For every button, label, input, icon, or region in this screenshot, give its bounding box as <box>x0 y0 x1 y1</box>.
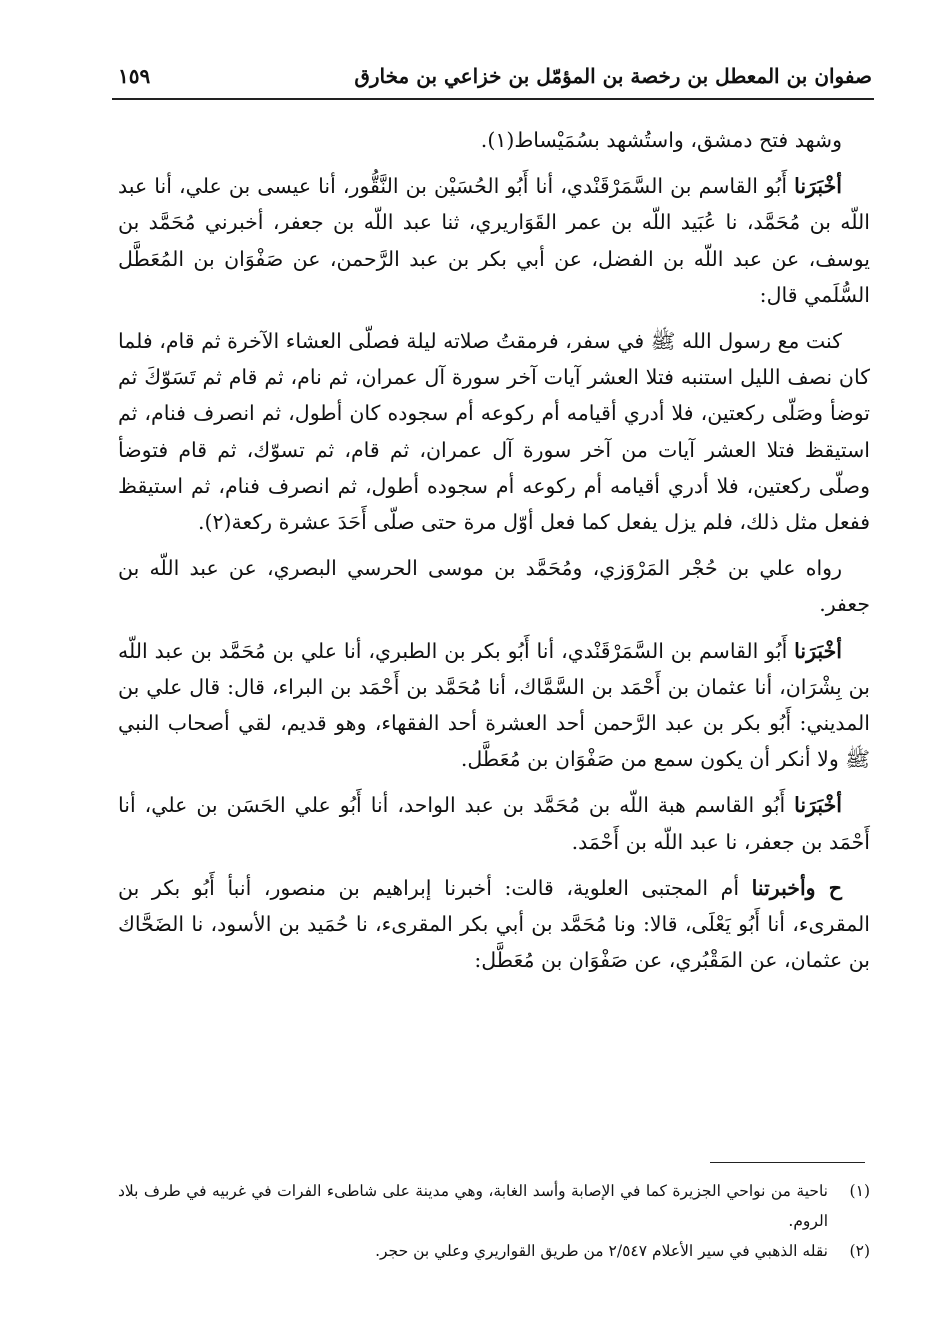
paragraph <box>118 323 870 540</box>
paragraph-text: وشهد فتح دمشق، واستُشهد بسُمَيْساط(١). <box>480 128 842 152</box>
paragraph-text: كنت مع رسول الله ﷺ في سفر، فرمقتُ صلاته ليلة فصلّى العشاء الآخرة ثم قام، فلما كان نصف الليل استنبه فتلا العشر آيات آخر سورة آل عمران، ثم نام، ثم قام ثم تَسَوّكَ ثم توضأ وصَلّى ركعتين، فلا أدري أقيامه أم ركوعه أم سجوده كان أطول، ثم انصرف فنام، ثم استيقظ فتلا العشر آيات من آخر سورة آل عمران، ثم قام، ثم تسوّك، ثم قام فتوضأ وصلّى ركعتين، فلا أدري أقيامه أم ركوعه أم سجوده أطول، ثم انصرف فنام، ثم استيقظ ففعل مثل ذلك، فلم يزل يفعل كما فعل أوّل مرة حتى صلّى أَحَدَ عشرة ركعة(٢). <box>118 329 870 535</box>
paragraph <box>118 122 870 158</box>
paragraph-text: أَبُو القاسم بن السَّمَرْقَنْدي، أنا أَبُو بكر بن الطبري، أنا علي بن مُحَمَّد بن عبد اللّه بن بِشْرَان، أنا عثمان بن أَحْمَد بن السَّمَّاك، أنا مُحَمَّد بن أَحْمَد بن البراء، قال: قال علي بن المديني: أَبُو بكر بن عبد الرَّحمن أحد العشرة أحد الفقهاء، وهو قديم، لقي أصحاب النبي ﷺ ولا أنكر أن يكون سمع من صَفْوَان بن مُعَطَّل. <box>118 638 870 772</box>
footnote-text: ناحية من نواحي الجزيرة كما في الإصابة وأسد الغابة، وهي مدينة على شاطىء الفرات في غربيه في طرف بلاد الروم. <box>118 1182 828 1230</box>
paragraph-text: أَبُو القاسم هبة اللّه بن مُحَمَّد بن عبد الواحد، أنا أَبُو علي الحَسَن بن علي، أنا أَحْمَد بن جعفر، نا عبد اللّه بن أَحْمَد. <box>118 793 870 854</box>
page-number: ١٥٩ <box>118 64 151 88</box>
footnote-rule <box>710 1162 865 1163</box>
footnote-number: (٢) <box>849 1242 870 1260</box>
paragraph-text: أم المجتبى العلوية، قالت: أخبرنا إبراهيم بن منصور، أنبأ أَبُو بكر بن المقرىء، أنا أَبُو يَعْلَى، قالا: ونا مُحَمَّد بن أبي بكر المقرىء، نا حُمَيد بن الأسود، نا الضَحَّاك بن عثمان، عن المَقْبُري، عن صَفْوَان بن مُعَطَّل: <box>118 875 870 973</box>
running-title: صفوان بن المعطل بن رخصة بن المؤمّل بن خزاعي بن مخارق <box>354 64 872 88</box>
main-text <box>118 122 870 988</box>
paragraph-lead: ح وأخبرتنا <box>751 875 842 900</box>
paragraph-text: رواه علي بن حُجْر المَرْوَزي، ومُحَمَّد بن موسى الحرسي البصري، عن عبد اللّه بن جعفر. <box>118 556 870 617</box>
footnote-number: (١) <box>849 1182 870 1200</box>
footnote <box>118 1236 870 1266</box>
paragraph <box>118 550 870 622</box>
footnote-text: نقله الذهبي في سير الأعلام ٢/٥٤٧ من طريق القواريري وعلي بن حجر. <box>375 1242 828 1260</box>
paragraph-lead: أخْبَرَنا <box>794 174 842 199</box>
paragraph-lead: أخْبَرَنا <box>794 638 842 663</box>
paragraph <box>118 787 870 859</box>
paragraph <box>118 168 870 313</box>
footnotes <box>118 1176 870 1266</box>
header-rule <box>112 98 874 100</box>
paragraph-text: أَبُو القاسم بن السَّمَرْقَنْدي، أنا أَبُو الحُسَيْن بن النَّقُّور، أنا عيسى بن علي، أنا عبد اللّه بن مُحَمَّد، نا عُبَيد اللّه بن عمر القَوَاريري، ثنا عبد اللّه بن جعفر، أخبرني مُحَمَّد بن يوسف، عن عبد اللّه بن الفضل، عن أبي بكر بن عبد الرَّحمن، عن صَفْوَان بن المُعَطَّل السُّلَمي قال: <box>118 174 870 307</box>
paragraph <box>118 633 870 778</box>
footnote <box>118 1176 870 1236</box>
paragraph-lead: أخْبَرَنا <box>794 793 842 818</box>
paragraph <box>118 870 870 979</box>
page-header <box>118 58 872 94</box>
